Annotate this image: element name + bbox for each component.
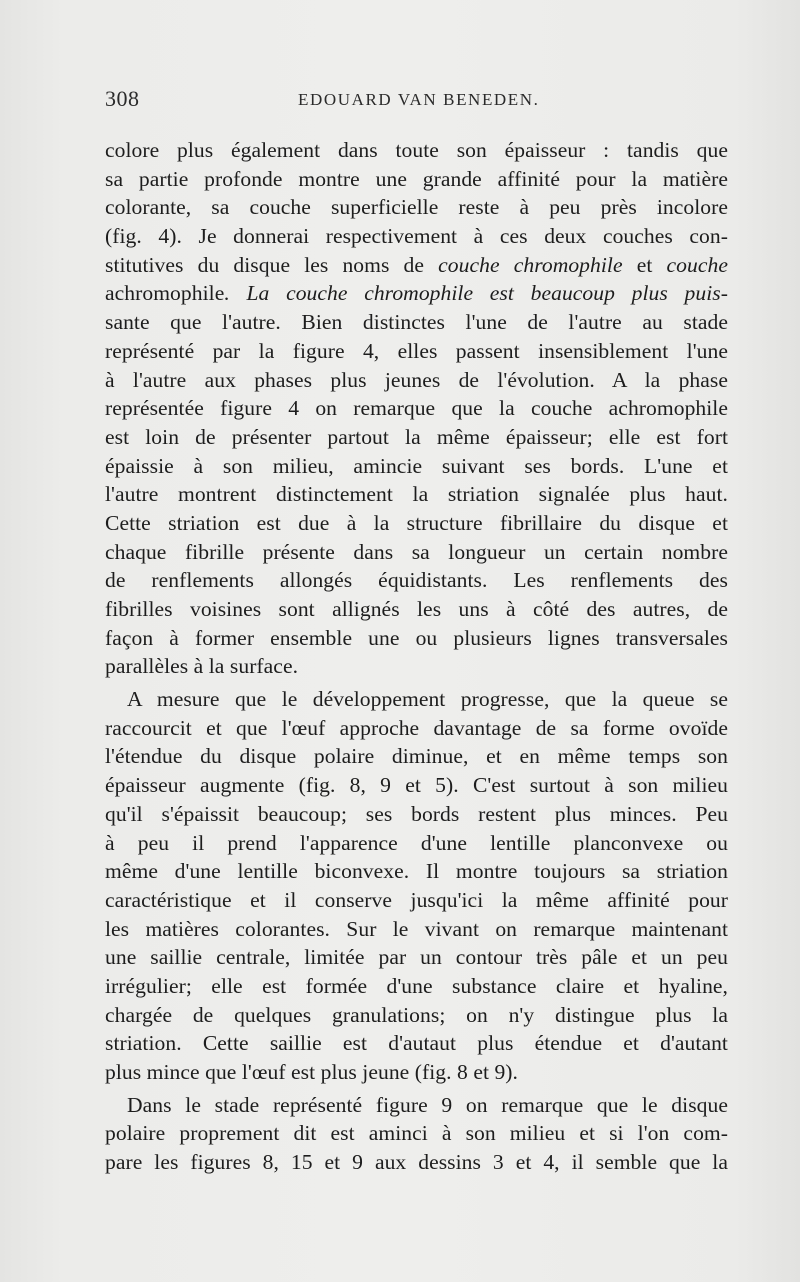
text-line [105,279,728,308]
text-line: est loin de présenter partout la même épaisseur; elle est fort [105,424,728,449]
text-line: caractéristique et il conserve jusqu'ici la même affinité pour [105,887,728,912]
italic-term: couche [666,252,728,277]
text-line: striation. Cette saillie est d'autaut plus étendue et d'autant [105,1031,728,1056]
text-line: l'autre montrent distinctement la striation signalée plus haut. [105,482,728,507]
text-line: chargée de quelques granulations; on n'y distingue plus la [105,1002,728,1027]
text-line: (fig. 4). Je donnerai respectivement à ces deux couches con- [105,224,728,249]
text-line: même d'une lentille biconvexe. Il montre toujours sa striation [105,859,728,884]
text-line: représenté par la figure 4, elles passent insensiblement l'une [105,338,728,363]
text-line: colorante, sa couche superficielle reste à peu près incolore [105,195,728,220]
text-line: qu'il s'épaissit beaucoup; ses bords restent plus minces. Peu [105,801,728,826]
text-line: représentée figure 4 on remarque que la couche achromophile [105,396,728,421]
text-line: de renflements allongés équidistants. Les renflements des [105,568,728,593]
text-line: pare les figures 8, 15 et 9 aux dessins 3 et 4, il semble que la [105,1150,728,1175]
text-line: à l'autre aux phases plus jeunes de l'évolution. A la phase [105,367,728,392]
text-line: Cette striation est due à la structure fibrillaire du disque et [105,510,728,535]
text-line: fibrilles voisines sont allignés les uns à côté des autres, de [105,597,728,621]
text-line: parallèles à la surface. [105,654,299,679]
text-line [105,251,728,280]
text-line: les matières colorantes. Sur le vivant on remarque maintenant [105,916,728,941]
text-segment: achromophile [105,281,225,306]
text-line: raccourcit et que l'œuf approche davantage de sa forme ovoïde [105,715,728,740]
text-line: l'étendue du disque polaire diminue, et en même temps son [105,744,728,769]
text-line: à peu il prend l'apparence d'une lentille planconvexe ou [105,830,728,855]
text-line: chaque fibrille présente dans sa longueur un certain nombre [105,539,728,564]
running-head-author: EDOUARD VAN BENEDEN. [298,90,540,109]
page-number: 308 [105,86,140,111]
paragraph [105,1091,728,1177]
text-line: sante que l'autre. Bien distinctes l'une de l'autre au stade [105,310,728,335]
text-line: façon à former ensemble une ou plusieurs lignes transversales [105,625,728,650]
italic-term: . La couche chromophile est beaucoup plus puis- [224,281,728,306]
body-text [105,136,728,1177]
text-segment: et [622,252,667,277]
italic-term: couche chromophile [438,252,623,277]
text-line: plus mince que l'œuf est plus jeune (fig. 8 et 9). [105,1060,518,1084]
text-line: sa partie profonde montre une grande affinité pour la matière [105,166,728,191]
paragraph [105,685,728,1087]
text-line: A mesure que le développement progresse, que la queue se [127,687,728,712]
paragraph [105,136,728,681]
text-line: épaissie à son milieu, amincie suivant ses bords. L'une et [105,453,728,478]
text-line: Dans le stade représenté figure 9 on remarque que le disque [127,1092,728,1117]
text-line: une saillie centrale, limitée par un contour très pâle et un peu [105,945,728,970]
text-line: polaire proprement dit est aminci à son milieu et si l'on com- [105,1121,728,1146]
text-segment: stitutives du disque les noms de [105,252,439,277]
text-line: épaisseur augmente (fig. 8, 9 et 5). C'est surtout à son milieu [105,773,728,798]
running-head [105,86,735,116]
text-line: colore plus également dans toute son épaisseur : tandis que [105,138,728,162]
text-line: irrégulier; elle est formée d'une substance claire et hyaline, [105,973,728,998]
